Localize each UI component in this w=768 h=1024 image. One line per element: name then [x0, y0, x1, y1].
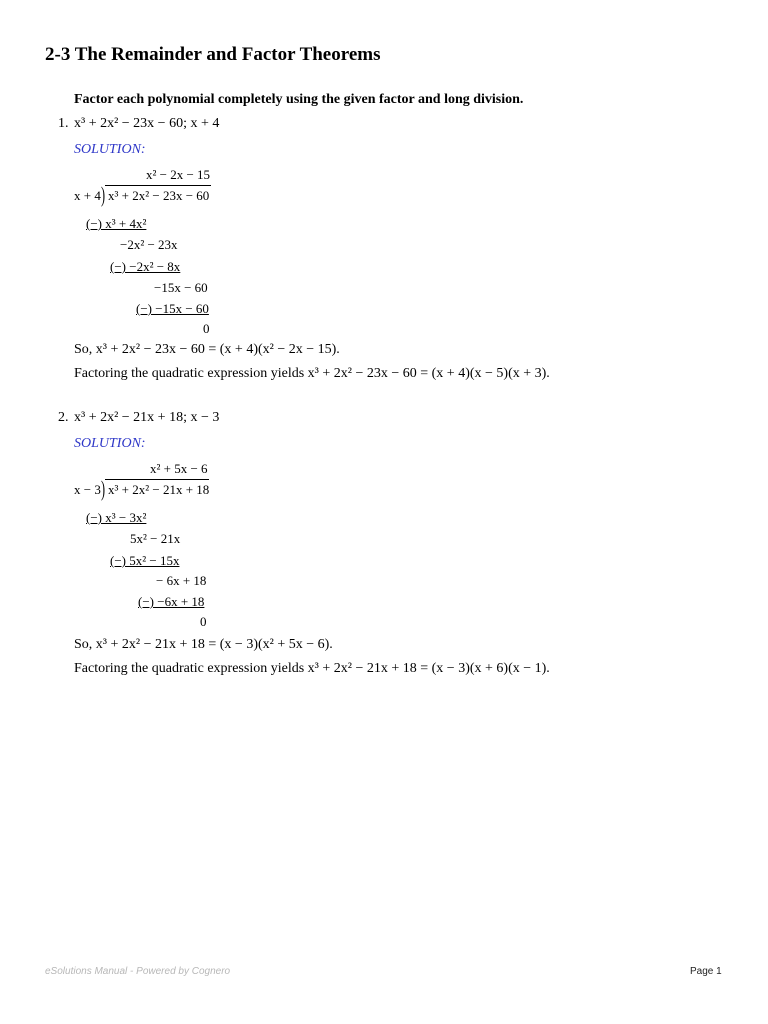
division-bar	[105, 479, 209, 480]
problem-2-number: 2.	[58, 410, 69, 425]
problem-1-factor-line: Factoring the quadratic expression yields x³ + 2x² − 23x − 60 = (x + 4)(x − 5)(x + 3).	[74, 366, 550, 381]
problem-2-expression: x³ + 2x² − 21x + 18; x − 3	[74, 410, 220, 425]
subtract-step-3: (−) −6x + 18	[138, 594, 205, 609]
division-bracket: )	[101, 476, 106, 501]
problem-1-solution-label: SOLUTION:	[74, 142, 146, 157]
subtract-step-3: (−) −15x − 60	[136, 301, 209, 316]
subtract-step-1: (−) x³ − 3x²	[86, 510, 147, 525]
problem-2-factor-line: Factoring the quadratic expression yields x³ + 2x² − 21x + 18 = (x − 3)(x + 6)(x − 1).	[74, 661, 550, 676]
problem-1-so-line: So, x³ + 2x² − 23x − 60 = (x + 4)(x² − 2x − 15).	[74, 342, 340, 357]
dividend: x³ + 2x² − 21x + 18	[108, 482, 210, 497]
dividend: x³ + 2x² − 23x − 60	[108, 188, 210, 203]
problem-1-number: 1.	[58, 116, 69, 131]
subtract-step-1: (−) x³ + 4x²	[86, 216, 147, 231]
quotient: x² − 2x − 15	[146, 167, 211, 182]
instruction-text: Factor each polynomial completely using the given factor and long division.	[74, 92, 524, 107]
divisor: x − 3	[74, 482, 101, 497]
final-remainder: 0	[203, 321, 210, 336]
remainder-step-2: −15x − 60	[154, 280, 208, 295]
footer-credit: eSolutions Manual - Powered by Cognero	[45, 966, 231, 977]
problem-2-solution-label: SOLUTION:	[74, 436, 146, 451]
page-number: Page 1	[690, 966, 722, 977]
remainder-step-1: −2x² − 23x	[120, 237, 178, 252]
problem-1-expression: x³ + 2x² − 23x − 60; x + 4	[74, 116, 220, 131]
page-title: 2-3 The Remainder and Factor Theorems	[45, 44, 381, 65]
division-bracket: )	[101, 182, 106, 207]
final-remainder: 0	[200, 614, 207, 629]
remainder-step-2: − 6x + 18	[156, 573, 207, 588]
problem-2-so-line: So, x³ + 2x² − 21x + 18 = (x − 3)(x² + 5x − 6).	[74, 637, 333, 652]
subtract-step-2: (−) −2x² − 8x	[110, 259, 181, 274]
division-bar	[105, 185, 211, 186]
divisor: x + 4	[74, 188, 101, 203]
subtract-step-2: (−) 5x² − 15x	[110, 553, 180, 568]
quotient: x² + 5x − 6	[150, 461, 208, 476]
remainder-step-1: 5x² − 21x	[130, 531, 181, 546]
